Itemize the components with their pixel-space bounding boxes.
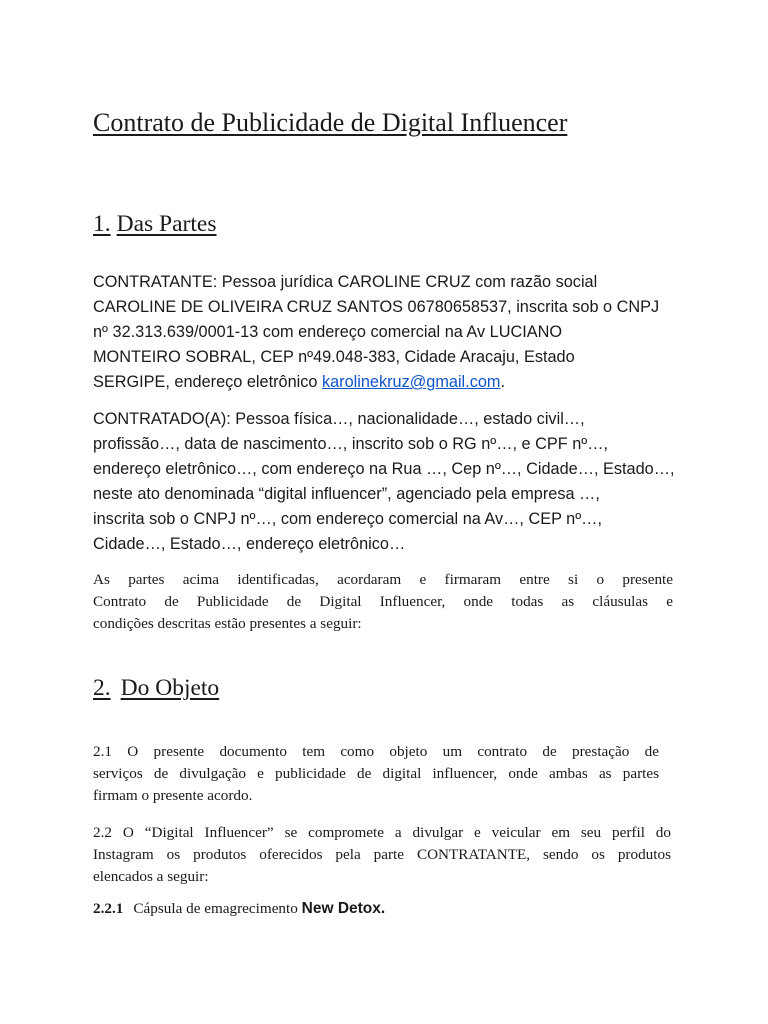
text-line: condições descritas estão presentes a seguir: (93, 615, 362, 632)
text-line: profissão…, data de nascimento…, inscrito sob o RG nº…, e CPF nº…, (93, 435, 609, 453)
text-line: Instagram os produtos oferecidos pela parte CONTRATANTE, sendo os produtos (93, 846, 671, 863)
section-number: 2. (93, 675, 111, 701)
text-line: CAROLINE DE OLIVEIRA CRUZ SANTOS 06780658537, inscrita sob o CNPJ (93, 298, 660, 316)
text-line: neste ato denominada “digital influencer”, agenciado pela empresa …, (93, 485, 600, 503)
section-title: Do Objeto (120, 675, 220, 701)
text-line: CONTRATADO(A): Pessoa física…, nacionalidade…, estado civil…, (93, 410, 585, 428)
text-line: Cidade…, Estado…, endereço eletrônico… (93, 535, 406, 553)
product-name: New Detox. (301, 900, 386, 917)
text-line: CONTRATANTE: Pessoa jurídica CAROLINE CRUZ com razão social (93, 273, 598, 291)
email-link[interactable]: karolinekruz@gmail.com (321, 373, 501, 391)
text-fragment: . (500, 373, 505, 391)
text-line: elencados a seguir: (93, 868, 209, 885)
text-line: As partes acima identificadas, acordaram e firmaram entre si o presente (93, 571, 673, 588)
text-line (93, 370, 683, 395)
text-line: MONTEIRO SOBRAL, CEP nº49.048-383, Cidade Aracaju, Estado (93, 348, 575, 366)
clause-text: Cápsula de emagrecimento (133, 900, 302, 917)
section-number: 1. (93, 211, 111, 237)
section-heading-partes (93, 211, 216, 238)
text-line: 2.2 O “Digital Influencer” se compromete a divulgar e veicular em seu perfil do (93, 824, 671, 841)
section-heading-objeto (93, 675, 219, 702)
text-line: nº 32.313.639/0001-13 com endereço comercial na Av LUCIANO (93, 323, 563, 341)
text-line: serviços de divulgação e publicidade de digital influencer, onde ambas as partes (93, 765, 659, 782)
text-line: Contrato de Publicidade de Digital Influencer, onde todas as cláusulas e (93, 593, 673, 610)
contratante-paragraph (93, 270, 683, 395)
clause-2-2-1 (93, 900, 385, 918)
clause-2-2 (93, 822, 671, 888)
clause-2-1 (93, 741, 659, 807)
contratado-paragraph (93, 407, 683, 557)
text-line: inscrita sob o CNPJ nº…, com endereço comercial na Av…, CEP nº…, (93, 510, 602, 528)
text-fragment: SERGIPE, endereço eletrônico (93, 373, 322, 391)
text-line: endereço eletrônico…, com endereço na Rua …, Cep nº…, Cidade…, Estado…, (93, 460, 675, 478)
text-line: firmam o presente acordo. (93, 787, 253, 804)
document-title: Contrato de Publicidade de Digital Influencer (93, 108, 568, 137)
text-line: 2.1 O presente documento tem como objeto um contrato de prestação de (93, 743, 659, 760)
section-title: Das Partes (116, 211, 217, 237)
clause-number: 2.2.1 (93, 900, 124, 917)
partes-acordo-paragraph (93, 569, 673, 635)
